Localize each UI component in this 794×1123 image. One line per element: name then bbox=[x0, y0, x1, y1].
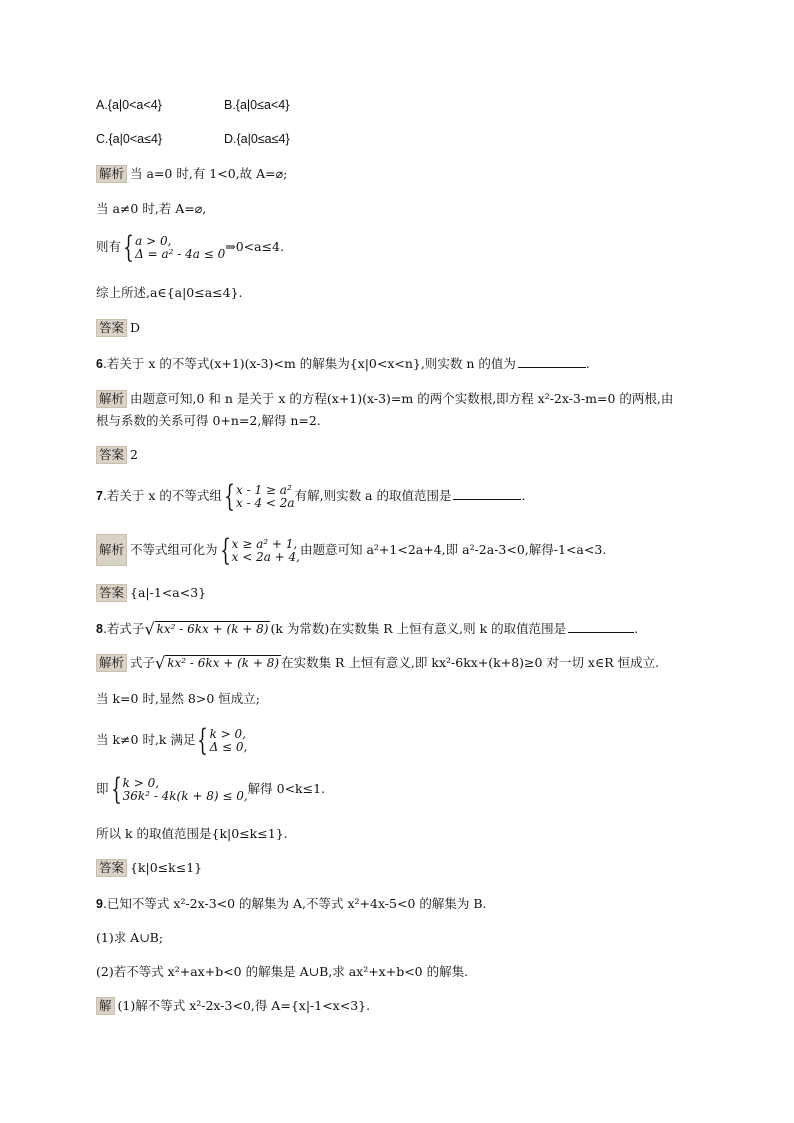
analysis-tag: 解析 bbox=[96, 165, 127, 183]
q6-answer: 2 bbox=[130, 447, 138, 462]
q7-question-text-a: .若关于 x 的不等式组 bbox=[102, 488, 222, 503]
q8-answer-line bbox=[96, 859, 202, 877]
options-row-1 bbox=[96, 96, 289, 114]
q8-answer: {k|0≤k≤1} bbox=[130, 860, 203, 875]
option-c: C.{a|0<a≤4} bbox=[96, 132, 163, 146]
option-d: D.{a|0≤a≤4} bbox=[224, 132, 290, 146]
q7-analysis-text-a: 不等式组可化为 bbox=[130, 542, 218, 557]
q5-answer: D bbox=[130, 320, 141, 335]
q8-answer-blank bbox=[568, 620, 634, 633]
q5-summary: 综上所述,a∈{a|0≤a≤4}. bbox=[96, 285, 243, 300]
q9-question-text: .已知不等式 x²-2x-3<0 的解集为 A,不等式 x²+4x-5<0 的解集为 B. bbox=[102, 896, 487, 911]
q8-analysis-text-3: 当 k≠0 时,k 满足 bbox=[96, 732, 196, 747]
q7-analysis bbox=[96, 534, 606, 566]
q7-question-text-b: 有解,则实数 a 的取值范围是 bbox=[294, 488, 452, 503]
q5-result: ⇒0<a≤4. bbox=[225, 239, 284, 254]
answer-tag: 答案 bbox=[96, 446, 127, 464]
q8-analysis-text-b: 在实数集 R 上恒有意义,即 kx²-6kx+(k+8)≥0 对一切 x∈R 恒成立. bbox=[281, 655, 660, 670]
q8-analysis-text-4b: 解得 0<k≤1. bbox=[247, 781, 326, 796]
then-have-text: 则有 bbox=[96, 239, 122, 254]
q6-answer-line bbox=[96, 446, 138, 464]
q8-question-text-a: .若式子 bbox=[102, 621, 145, 636]
q8-analysis-text-4: 即 bbox=[96, 781, 109, 796]
q5-analysis-line-2: 当 a≠0 时,若 A=⌀, bbox=[96, 201, 207, 216]
q9-part-1: (1)求 A∪B; bbox=[96, 930, 164, 945]
sqrt-expression bbox=[144, 620, 270, 639]
q7-answer: {a|-1<a<3} bbox=[130, 585, 207, 600]
left-brace: { bbox=[219, 532, 231, 568]
analysis-tag: 解析 bbox=[96, 534, 127, 566]
q7-analysis-text-b: 由题意可知 a²+1<2a+4,即 a²-2a-3<0,解得-1<a<3. bbox=[300, 542, 607, 557]
left-brace: { bbox=[110, 771, 122, 807]
q6-question-text: .若关于 x 的不等式(x+1)(x-3)<m 的解集为{x|0<x<n},则实数 n 的值为 bbox=[102, 356, 516, 371]
q5-system bbox=[135, 235, 225, 261]
q7-q-sys-line-1: x - 1 ≥ a² bbox=[236, 482, 292, 497]
q7-question-system bbox=[236, 484, 295, 510]
radical-sign-icon: √ bbox=[155, 653, 166, 673]
q7-a-sys-line-1: x ≥ a² + 1, bbox=[231, 536, 298, 551]
q9-solution-text-1: (1)解不等式 x²-2x-3<0,得 A={x|-1<x<3}. bbox=[117, 998, 371, 1013]
q8-d-sys-line-2: 36k² - 4k(k + 8) ≤ 0, bbox=[122, 788, 248, 803]
q5-analysis-line-1 bbox=[96, 165, 287, 183]
q8-c-sys-line-1: k > 0, bbox=[209, 726, 246, 741]
q8-analysis-line-3 bbox=[96, 722, 248, 758]
q8-d-sys-line-1: k > 0, bbox=[122, 775, 160, 790]
q5-answer-line bbox=[96, 319, 140, 337]
q5-sys-line-2: Δ = a² - 4a ≤ 0 bbox=[135, 246, 226, 261]
analysis-tag: 解析 bbox=[96, 390, 127, 408]
option-b: B.{a|0≤a<4} bbox=[224, 98, 290, 112]
left-brace: { bbox=[197, 722, 209, 758]
answer-tag: 答案 bbox=[96, 859, 127, 877]
q7-a-sys-line-2: x < 2a + 4, bbox=[231, 549, 300, 564]
q8-derived-system bbox=[123, 777, 248, 803]
q8-analysis-line-5: 所以 k 的取值范围是{k|0≤k≤1}. bbox=[96, 826, 288, 841]
q9-part-2: (2)若不等式 x²+ax+b<0 的解集是 A∪B,求 ax²+x+b<0 的解集. bbox=[96, 964, 469, 979]
q8-number: 8 bbox=[96, 622, 103, 636]
option-a: A.{a|0<a<4} bbox=[96, 98, 162, 112]
answer-tag: 答案 bbox=[96, 319, 127, 337]
sqrt-expression bbox=[155, 654, 281, 673]
left-brace: { bbox=[224, 478, 235, 514]
options-row-2 bbox=[96, 130, 290, 148]
analysis-tag: 解析 bbox=[96, 654, 127, 672]
q7-number: 7 bbox=[96, 489, 103, 503]
q6-analysis-line-1 bbox=[96, 390, 673, 408]
q5-sys-line-1: a > 0, bbox=[135, 233, 172, 248]
q8-analysis-line-2: 当 k=0 时,显然 8>0 恒成立; bbox=[96, 691, 260, 706]
solution-tag: 解 bbox=[96, 997, 115, 1015]
left-brace: { bbox=[123, 229, 134, 265]
q8-analysis-line-1 bbox=[96, 654, 659, 673]
q6-answer-blank bbox=[518, 355, 586, 368]
q9-question bbox=[96, 895, 487, 913]
q7-answer-line bbox=[96, 584, 206, 602]
q8-c-sys-line-2: Δ ≤ 0, bbox=[209, 739, 248, 754]
q6-question: 6.若关于 x 的不等式(x+1)(x-3)<m 的解集为{x|0<x<n},则实数 n 的值为 . bbox=[96, 356, 590, 371]
radical-sign-icon: √ bbox=[144, 619, 155, 639]
q6-analysis-line-2: 根与系数的关系可得 0+n=2,解得 n=2. bbox=[96, 413, 321, 428]
q8-question: 8.若式子√ kx² - 6kx + (k + 8) (k 为常数)在实数集 R 上恒有意义,则 k 的取值范围是 . bbox=[96, 619, 639, 639]
q9-number: 9 bbox=[96, 897, 103, 911]
q7-q-sys-line-2: x - 4 < 2a bbox=[236, 495, 295, 510]
q7-question: 7.若关于 x 的不等式组{x - 1 ≥ a² x - 4 < 2a有解,则实数 a 的取值范围是 . bbox=[96, 478, 526, 514]
q9-solution-line-1 bbox=[96, 997, 370, 1015]
q8-condition-system bbox=[210, 728, 248, 754]
radicand: kx² - 6kx + (k + 8) bbox=[156, 622, 269, 637]
q5-analysis-text-1: 当 a=0 时,有 1<0,故 A=⌀; bbox=[130, 166, 288, 181]
answer-tag: 答案 bbox=[96, 584, 127, 602]
q7-analysis-system bbox=[232, 538, 300, 564]
q8-analysis-line-4 bbox=[96, 771, 326, 807]
q8-analysis-text-a: 式子 bbox=[130, 655, 156, 670]
q6-analysis-text-1: 由题意可知,0 和 n 是关于 x 的方程(x+1)(x-3)=m 的两个实数根,即方程 x²-2x-3-m=0 的两根,由 bbox=[130, 391, 674, 406]
q5-analysis-system bbox=[96, 229, 284, 265]
q8-question-text-b: (k 为常数)在实数集 R 上恒有意义,则 k 的取值范围是 bbox=[270, 621, 567, 636]
q7-answer-blank bbox=[453, 487, 521, 500]
q6-number: 6 bbox=[96, 357, 103, 371]
radicand: kx² - 6kx + (k + 8) bbox=[167, 656, 280, 671]
